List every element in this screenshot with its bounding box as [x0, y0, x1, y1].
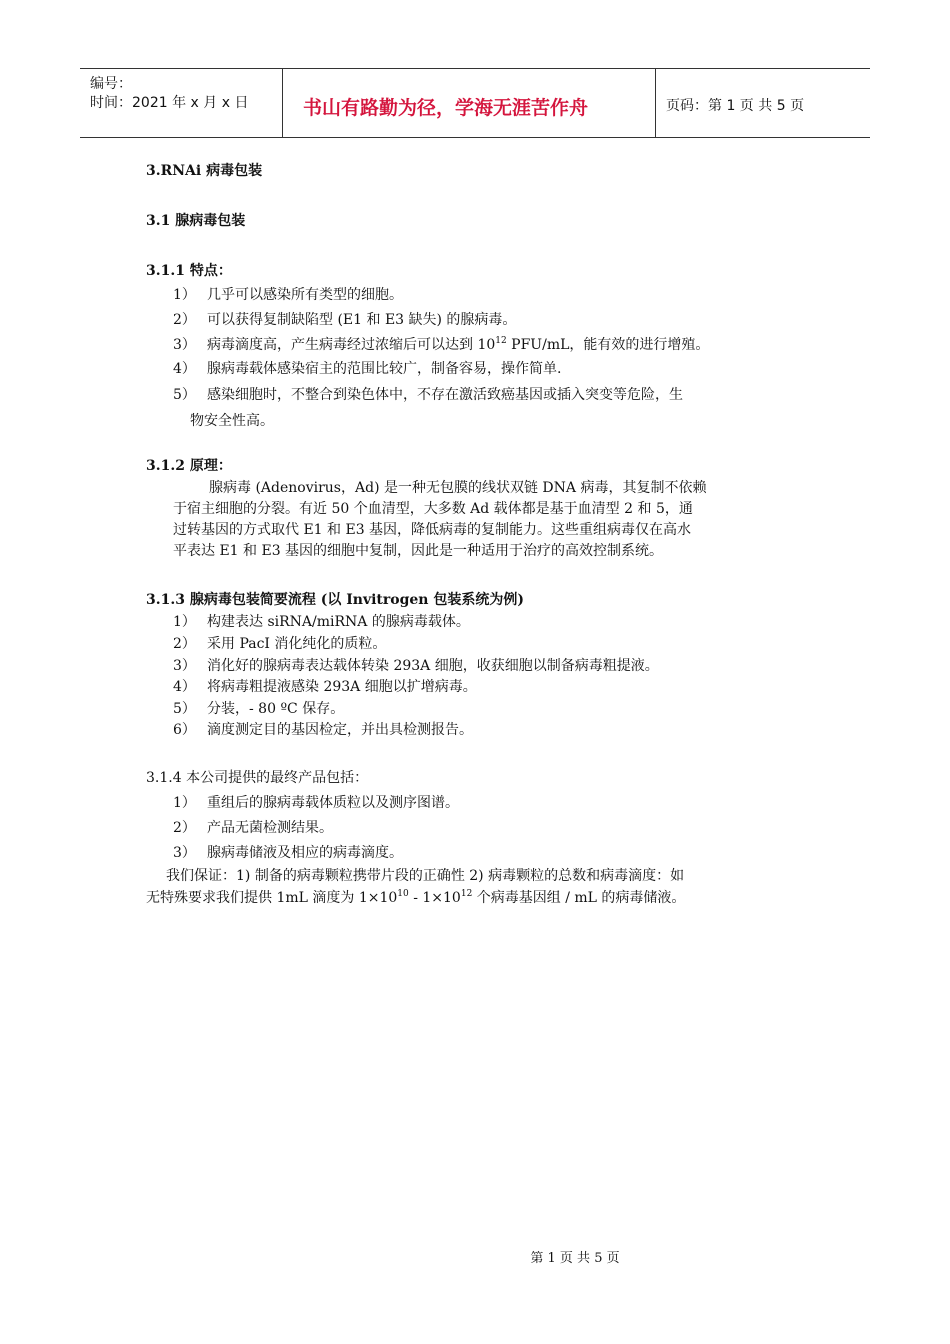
guarantee-part: 无特殊要求我们提供 1mL 滴度为 1×10 — [146, 890, 398, 906]
superscript: 12 — [495, 336, 507, 346]
step-num: 1） — [173, 614, 196, 630]
step-num: 2） — [173, 636, 196, 652]
step-text: 构建表达 siRNA/miRNA 的腺病毒载体。 — [207, 614, 470, 630]
product-text: 重组后的腺病毒载体质粒以及测序图谱。 — [207, 795, 459, 811]
guarantee-line: 我们保证：1) 制备的病毒颗粒携带片段的正确性 2) 病毒颗粒的总数和病毒滴度：如 — [166, 868, 685, 884]
feature-text: 感染细胞时，不整合到染色体中，不存在激活致癌基因或插入突变等危险，生 — [207, 387, 683, 403]
superscript: 10 — [397, 889, 409, 899]
product-text: 产品无菌检测结果。 — [207, 820, 333, 836]
principle-line: 平表达 E1 和 E3 基因的细胞中复制，因此是一种适用于治疗的高效控制系统。 — [173, 543, 664, 559]
guarantee-line — [146, 888, 685, 908]
heading-products: 3.1.4 本公司提供的最终产品包括： — [146, 770, 369, 786]
header-middle-cell — [283, 69, 656, 137]
product-num: 3） — [173, 845, 196, 861]
feature-num: 1） — [173, 287, 196, 303]
step-text: 采用 PacI 消化纯化的质粒。 — [207, 636, 387, 652]
step-num: 6） — [173, 722, 196, 738]
principle-line: 于宿主细胞的分裂。有近 50 个血清型，大多数 Ad 载体都是基于血清型 2 和 5，通 — [173, 501, 693, 517]
feature-text: 可以获得复制缺陷型 (E1 和 E3 缺失) 的腺病毒。 — [207, 312, 517, 328]
heading-principle: 3.1.2 原理： — [146, 458, 232, 474]
motto-text: 书山有路勤为径，学海无涯苦作舟 — [303, 97, 589, 119]
number-label: 编号： — [90, 76, 132, 92]
product-num: 1） — [173, 795, 196, 811]
step-num: 4） — [173, 679, 196, 695]
step-text: 滴度测定目的基因检定，并出具检测报告。 — [207, 722, 473, 738]
feature-num: 5） — [173, 387, 196, 403]
header-left-cell — [80, 69, 283, 137]
feature-num: 4） — [173, 361, 196, 377]
guarantee-part: 个病毒基因组 / mL 的病毒储液。 — [472, 890, 686, 906]
heading-adenovirus: 3.1 腺病毒包装 — [146, 213, 246, 229]
feature-text — [207, 335, 709, 355]
feature-num: 3） — [173, 337, 196, 353]
heading-process: 3.1.3 腺病毒包装简要流程 (以 Invitrogen 包装系统为例) — [146, 592, 524, 608]
guarantee-part: - 1×10 — [408, 890, 461, 906]
feature-text: 腺病毒载体感染宿主的范围比较广，制备容易，操作简单. — [207, 361, 562, 377]
step-text: 将病毒粗提液感染 293A 细胞以扩增病毒。 — [207, 679, 477, 695]
page-footer — [0, 1247, 950, 1266]
feature-text-part: 病毒滴度高，产生病毒经过浓缩后可以达到 10 — [207, 337, 496, 353]
feature-text-part: PFU/mL，能有效的进行增殖。 — [506, 337, 710, 353]
principle-line: 过转基因的方式取代 E1 和 E3 基因，降低病毒的复制能力。这些重组病毒仅在高水 — [173, 522, 692, 538]
step-text: 消化好的腺病毒表达载体转染 293A 细胞，收获细胞以制备病毒粗提液。 — [207, 658, 659, 674]
step-num: 3） — [173, 658, 196, 674]
header-right-cell — [656, 69, 870, 137]
product-text: 腺病毒储液及相应的病毒滴度。 — [207, 845, 403, 861]
time-label: 时间：2021 年 x 月 x 日 — [90, 95, 249, 111]
step-text: 分装，- 80 ºC 保存。 — [207, 701, 345, 717]
heading-features: 3.1.1 特点： — [146, 263, 232, 279]
principle-line: 腺病毒 (Adenovirus，Ad) 是一种无包膜的线状双链 DNA 病毒，其复制不依赖 — [209, 480, 707, 496]
superscript: 12 — [460, 889, 473, 899]
feature-text: 几乎可以感染所有类型的细胞。 — [207, 287, 403, 303]
product-num: 2） — [173, 820, 196, 836]
page-info: 页码：第 1 页 共 5 页 — [666, 98, 805, 114]
page-header — [80, 68, 870, 138]
feature-text-continued: 物安全性高。 — [190, 413, 274, 429]
feature-num: 2） — [173, 312, 196, 328]
heading-rnai: 3.RNAi 病毒包装 — [146, 163, 263, 179]
footer-page-number: 第 1 页 共 5 页 — [530, 1251, 620, 1266]
step-num: 5） — [173, 701, 196, 717]
